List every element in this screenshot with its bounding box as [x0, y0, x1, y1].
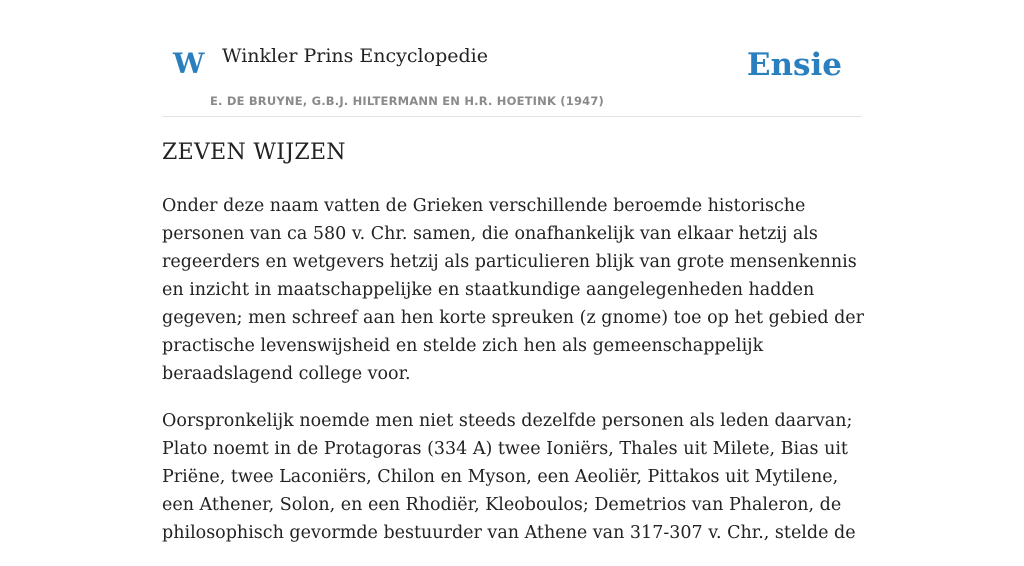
source-authors: E. DE BRUYNE, G.B.J. HILTERMANN EN H.R. HOETINK (1947)	[210, 94, 605, 108]
source-header	[162, 0, 862, 117]
source-title[interactable]: Winkler Prins Encyclopedie	[222, 45, 488, 67]
article-paragraph: Onder deze naam vatten de Grieken verschillende beroemde historische personen van ca 580 v. Chr. samen, die onafhankelijk van elkaar hetzij als regeerders en wetgevers hetzij als particulieren blijk van grote mensenkennis en inzicht in maatschappelijke en staatkundige aangelegenheden hadden gegeven; men schreef aan hen korte spreuken (z gnome) toe op het gebied der practische levenswijsheid en stelde zich hen als gemeenschappelijk beraadslagend college voor.	[162, 196, 865, 384]
source-logo[interactable]: W	[173, 47, 205, 80]
article-body	[162, 192, 867, 566]
article-paragraph: Oorspronkelijk noemde men niet steeds dezelfde personen als leden daarvan; Plato noemt in de Protagoras (334 A) twee Ioniërs, Thales uit Milete, Bias uit Priëne, twee Laconiërs, Chilon en Myson, een Aeoliër, Pittakos uit Mytilene, een Athener, Solon, en een Rhodiër, Kleoboulos; Demetrios van Phaleron, de philosophisch gevormde bestuurder van Athene van 317-307 v. Chr., stelde de	[162, 411, 856, 543]
article-title: ZEVEN WIJZEN	[162, 140, 346, 165]
brand-logo[interactable]: Ensie	[746, 47, 842, 83]
